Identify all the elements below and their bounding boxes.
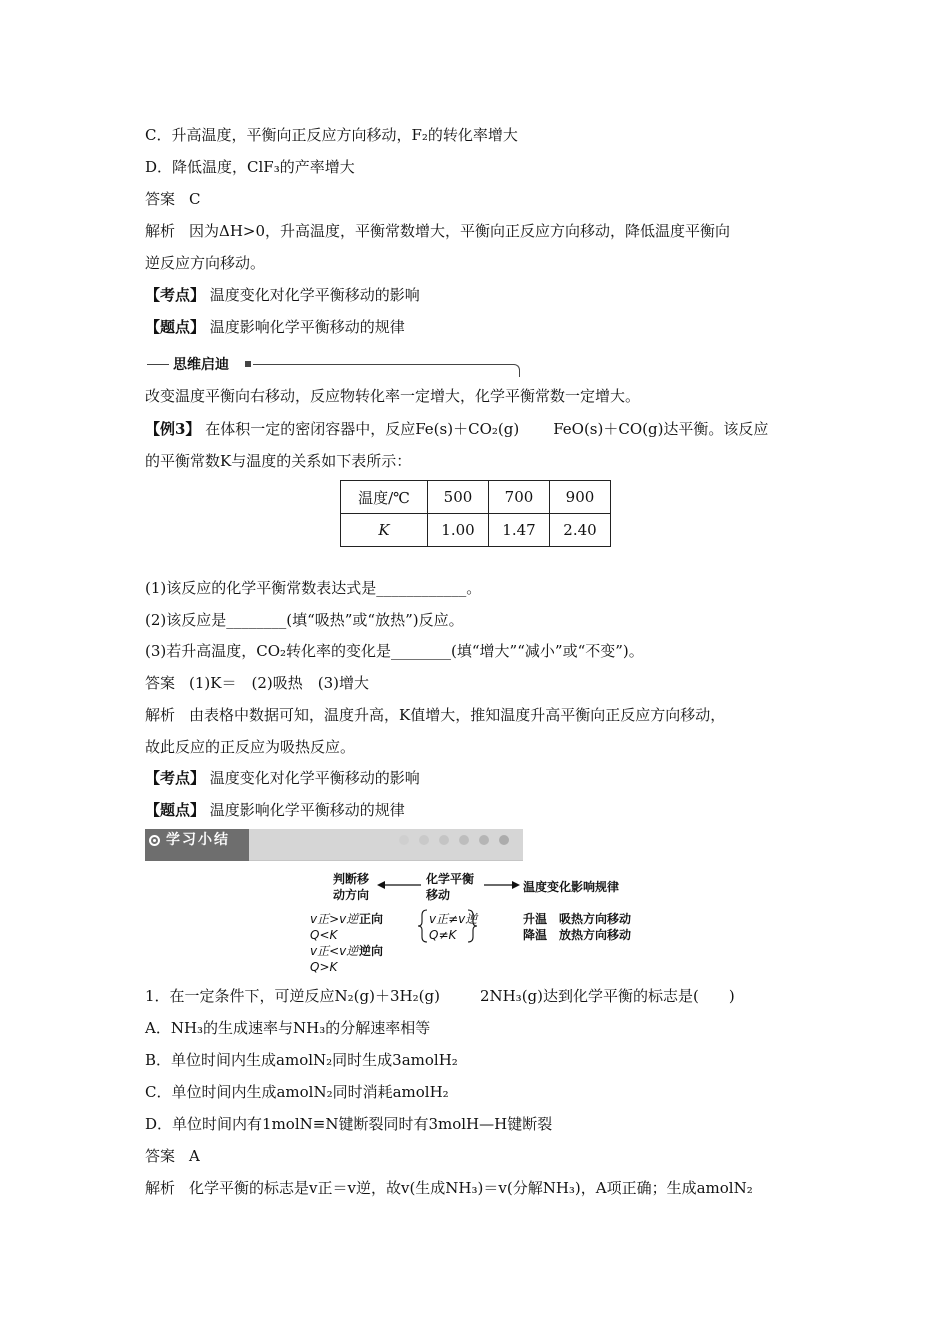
tidian-line [145, 317, 405, 337]
cool-down-rule: 降温 放热方向移动 [523, 928, 632, 942]
question-1: (1)该反应的化学平衡常数表达式是____________。 [145, 579, 482, 597]
siwei-title: 思维启迪 [173, 357, 229, 373]
cond-forward-2: Q<K [310, 928, 338, 942]
exercise1-stem-b: 2NH₃(g)达到化学平衡的标志是( ) [479, 987, 735, 1005]
equilibrium-shift-node [426, 871, 474, 903]
exercise1-option-d: D．单位时间内有1molN≡N键断裂同时有3molH—H键断裂 [145, 1115, 553, 1133]
judge-direction-node [333, 871, 369, 903]
judge-line-2: 动方向 [333, 888, 370, 902]
dot-icon [479, 835, 489, 845]
analysis-label: 解析 [145, 706, 176, 724]
example3-analysis-2: 故此反应的正反应为吸热反应。 [145, 738, 356, 756]
table-cell: 900 [550, 481, 611, 514]
exercise1-stem [145, 986, 735, 1006]
answer-value: A [189, 1147, 200, 1165]
option-c: C．升高温度，平衡向正反应方向移动，F₂的转化率增大 [145, 126, 518, 144]
equilibrium-line-1: 化学平衡 [426, 872, 475, 886]
dot-icon [499, 835, 509, 845]
exercise1-answer [145, 1146, 200, 1166]
table-cell: 2.40 [550, 514, 611, 547]
table-cell: 700 [489, 481, 550, 514]
analysis-line-1 [145, 221, 730, 241]
kaodian-label: 【考点】 [145, 286, 206, 304]
analysis-text: 化学平衡的标志是v正＝v逆，故v(生成NH₃)＝v(分解NH₃)，A项正确；生成amolN₂ [189, 1179, 753, 1197]
question-2: (2)该反应是________(填“吸热”或“放热”)反应。 [145, 611, 464, 629]
reverse-label: 逆向 [359, 944, 384, 958]
cond-reverse [310, 943, 358, 975]
answer-label: 答案 [145, 1147, 176, 1165]
example3-analysis-1 [145, 705, 725, 725]
table-cell: 1.47 [489, 514, 550, 547]
rule-node: 温度变化影响规律 [523, 880, 620, 894]
table-cell: 500 [428, 481, 489, 514]
cond-reverse-1: v正<v逆 [310, 944, 359, 958]
heat-up-rule: 升温 吸热方向移动 [523, 912, 632, 926]
analysis-label: 解析 [145, 222, 176, 240]
siwei-text: 改变温度平衡向右移动，反应物转化率一定增大，化学平衡常数一定增大。 [145, 387, 641, 405]
analysis-text: 由表格中数据可知，温度升高，K值增大，推知温度升高平衡向正反应方向移动， [189, 706, 726, 724]
cond-reverse-2: Q>K [310, 960, 338, 974]
cond-forward [310, 911, 358, 943]
table-cell: K [341, 514, 428, 547]
exercise1-analysis [145, 1178, 753, 1198]
exercise1-option-a: A．NH₃的生成速率与NH₃的分解速率相等 [145, 1019, 431, 1037]
cond-neq-2: Q≠K [429, 928, 457, 942]
table-cell: 温度/℃ [341, 481, 428, 514]
summary-title-block [145, 829, 249, 861]
example3-stem-1 [145, 419, 768, 439]
answer-label: 答案 [145, 674, 176, 692]
dot-icon [459, 835, 469, 845]
table-row [341, 481, 611, 514]
arrow-left-icon [377, 878, 423, 892]
kaodian-text: 温度变化对化学平衡移动的影响 [209, 769, 420, 787]
tidian-label: 【题点】 [145, 801, 206, 819]
banner-square-icon [245, 361, 251, 367]
tidian-text: 温度影响化学平衡移动的规律 [209, 318, 405, 336]
dot-icon [419, 835, 429, 845]
dot-icon [439, 835, 449, 845]
tidian-text: 温度影响化学平衡移动的规律 [209, 801, 405, 819]
option-d: D．降低温度，ClF₃的产率增大 [145, 158, 355, 176]
answer-value: C [189, 190, 201, 208]
exercise1-option-c: C．单位时间内生成amolN₂同时消耗amolH₂ [145, 1083, 449, 1101]
exercise1-stem-a: 1．在一定条件下，可逆反应N₂(g)＋3H₂(g) [145, 987, 440, 1005]
kaodian-text: 温度变化对化学平衡移动的影响 [209, 286, 420, 304]
example3-kaodian [145, 768, 420, 788]
dot-icon [399, 835, 409, 845]
example3-tidian [145, 800, 405, 820]
answer-value: (1)K＝ (2)吸热 (3)增大 [189, 674, 369, 692]
summary-banner [145, 829, 523, 861]
table-row [341, 514, 611, 547]
cond-forward-1: v正>v逆 [310, 912, 359, 926]
k-temperature-table [340, 480, 611, 547]
tidian-label: 【题点】 [145, 318, 206, 336]
right-brace-icon [466, 909, 478, 943]
analysis-label: 解析 [145, 1179, 176, 1197]
analysis-text: 因为ΔH>0，升高温度，平衡常数增大，平衡向正反应方向移动，降低温度平衡向 [189, 222, 731, 240]
target-icon [149, 835, 160, 846]
left-brace-icon [417, 909, 429, 943]
cond-neq-1: v正≠v逆 [429, 912, 478, 926]
kaodian-line [145, 285, 420, 305]
equilibrium-line-2: 移动 [426, 888, 451, 902]
example3-label: 【例3】 [145, 420, 201, 438]
judge-line-1: 判断移 [333, 872, 370, 886]
forward-label: 正向 [359, 912, 384, 926]
kaodian-label: 【考点】 [145, 769, 206, 787]
siwei-banner [145, 354, 523, 376]
banner-left-rule [147, 364, 169, 365]
banner-right-rule [253, 364, 520, 377]
example3-answer [145, 673, 369, 693]
answer-line [145, 189, 201, 209]
arrow-right-icon [484, 878, 520, 892]
example3-stem-1b: FeO(s)＋CO(g)达平衡。该反应 [553, 420, 769, 438]
summary-title: 学习小结 [166, 832, 230, 848]
question-3: (3)若升高温度，CO₂转化率的变化是________(填“增大”“减小”或“不变”)。 [145, 642, 644, 660]
exercise1-option-b: B．单位时间内生成amolN₂同时生成3amolH₂ [145, 1051, 458, 1069]
example3-stem-2: 的平衡常数K与温度的关系如下表所示： [145, 452, 412, 470]
answer-label: 答案 [145, 190, 176, 208]
analysis-line-2: 逆反应方向移动。 [145, 254, 266, 272]
table-cell: 1.00 [428, 514, 489, 547]
example3-stem-1a: 在体积一定的密闭容器中，反应Fe(s)＋CO₂(g) [205, 420, 520, 438]
